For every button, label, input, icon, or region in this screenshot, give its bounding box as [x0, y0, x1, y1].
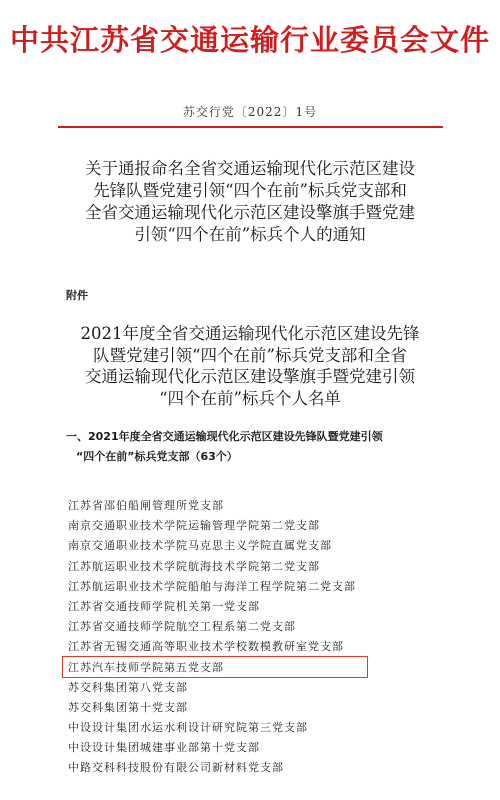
branch-list — [68, 496, 448, 779]
branch-list-item: 南京交通职业技术学院马克思主义学院直属党支部 — [68, 539, 332, 553]
branch-list-item: 中设设计集团城建事业部第十党支部 — [68, 741, 260, 755]
branch-list-item: 江苏省无锡交通高等职业技术学校数模教研室党支部 — [68, 640, 344, 654]
header-red-rule — [58, 126, 443, 128]
branch-list-item: 江苏省交通技师学院机关第一党支部 — [68, 599, 260, 613]
document-number: 苏交行党〔2022〕1号 — [182, 105, 318, 119]
branch-list-item: 江苏省交通技师学院航空工程系第二党支部 — [68, 620, 296, 634]
attachment-title-line: 队暨党建引领“四个在前”标兵党支部和全省 — [93, 345, 407, 365]
highlight-box — [62, 656, 368, 678]
attachment-title — [50, 323, 450, 409]
branch-list-item-highlighted: 江苏汽车技师学院第五党支部 — [68, 660, 224, 674]
branch-list-item: 中路交科科技股份有限公司新材料党支部 — [68, 761, 284, 775]
section-heading-line: “四个在前”标兵党支部（63个） — [76, 450, 238, 463]
notice-title-line: 关于通报命名全省交通运输现代化示范区建设 — [85, 159, 415, 178]
notice-title-line: 全省交通运输现代化示范区建设擎旗手暨党建 — [85, 203, 415, 222]
attachment-title-line: “四个在前”标兵个人名单 — [159, 388, 341, 408]
branch-list-item: 江苏航运职业技术学院航海技术学院第二党支部 — [68, 559, 320, 573]
section-heading — [66, 427, 466, 467]
branch-list-item: 中设设计集团水运水利设计研究院第三党支部 — [68, 721, 308, 735]
attachment-label: 附件 — [66, 289, 88, 302]
attachment-title-line: 交通运输现代化示范区建设擎旗手暨党建引领 — [85, 367, 415, 386]
notice-title-line: 引领“四个在前”标兵个人的通知 — [134, 225, 366, 244]
branch-list-item: 苏交科集团第十党支部 — [68, 700, 188, 714]
branch-list-item: 江苏省邵伯船闸管理所党支部 — [68, 499, 224, 512]
branch-list-item: 苏交科集团第八党支部 — [68, 680, 188, 694]
notice-title-line: 先锋队暨党建引领“四个在前”标兵党支部和 — [93, 181, 407, 200]
branch-list-item: 江苏航运职业技术学院船舶与海洋工程学院第二党支部 — [68, 579, 356, 593]
attachment-title-line: 2021年度全省交通运输现代化示范区建设先锋 — [80, 324, 420, 343]
section-heading-line: 一、2021年度全省交通运输现代化示范区建设先锋队暨党建引领 — [66, 430, 383, 443]
branch-list-item: 南京交通职业技术学院运输管理学院第二党支部 — [68, 519, 320, 533]
notice-title — [48, 158, 452, 246]
document-header-title: 中共江苏省交通运输行业委员会文件 — [9, 23, 490, 57]
